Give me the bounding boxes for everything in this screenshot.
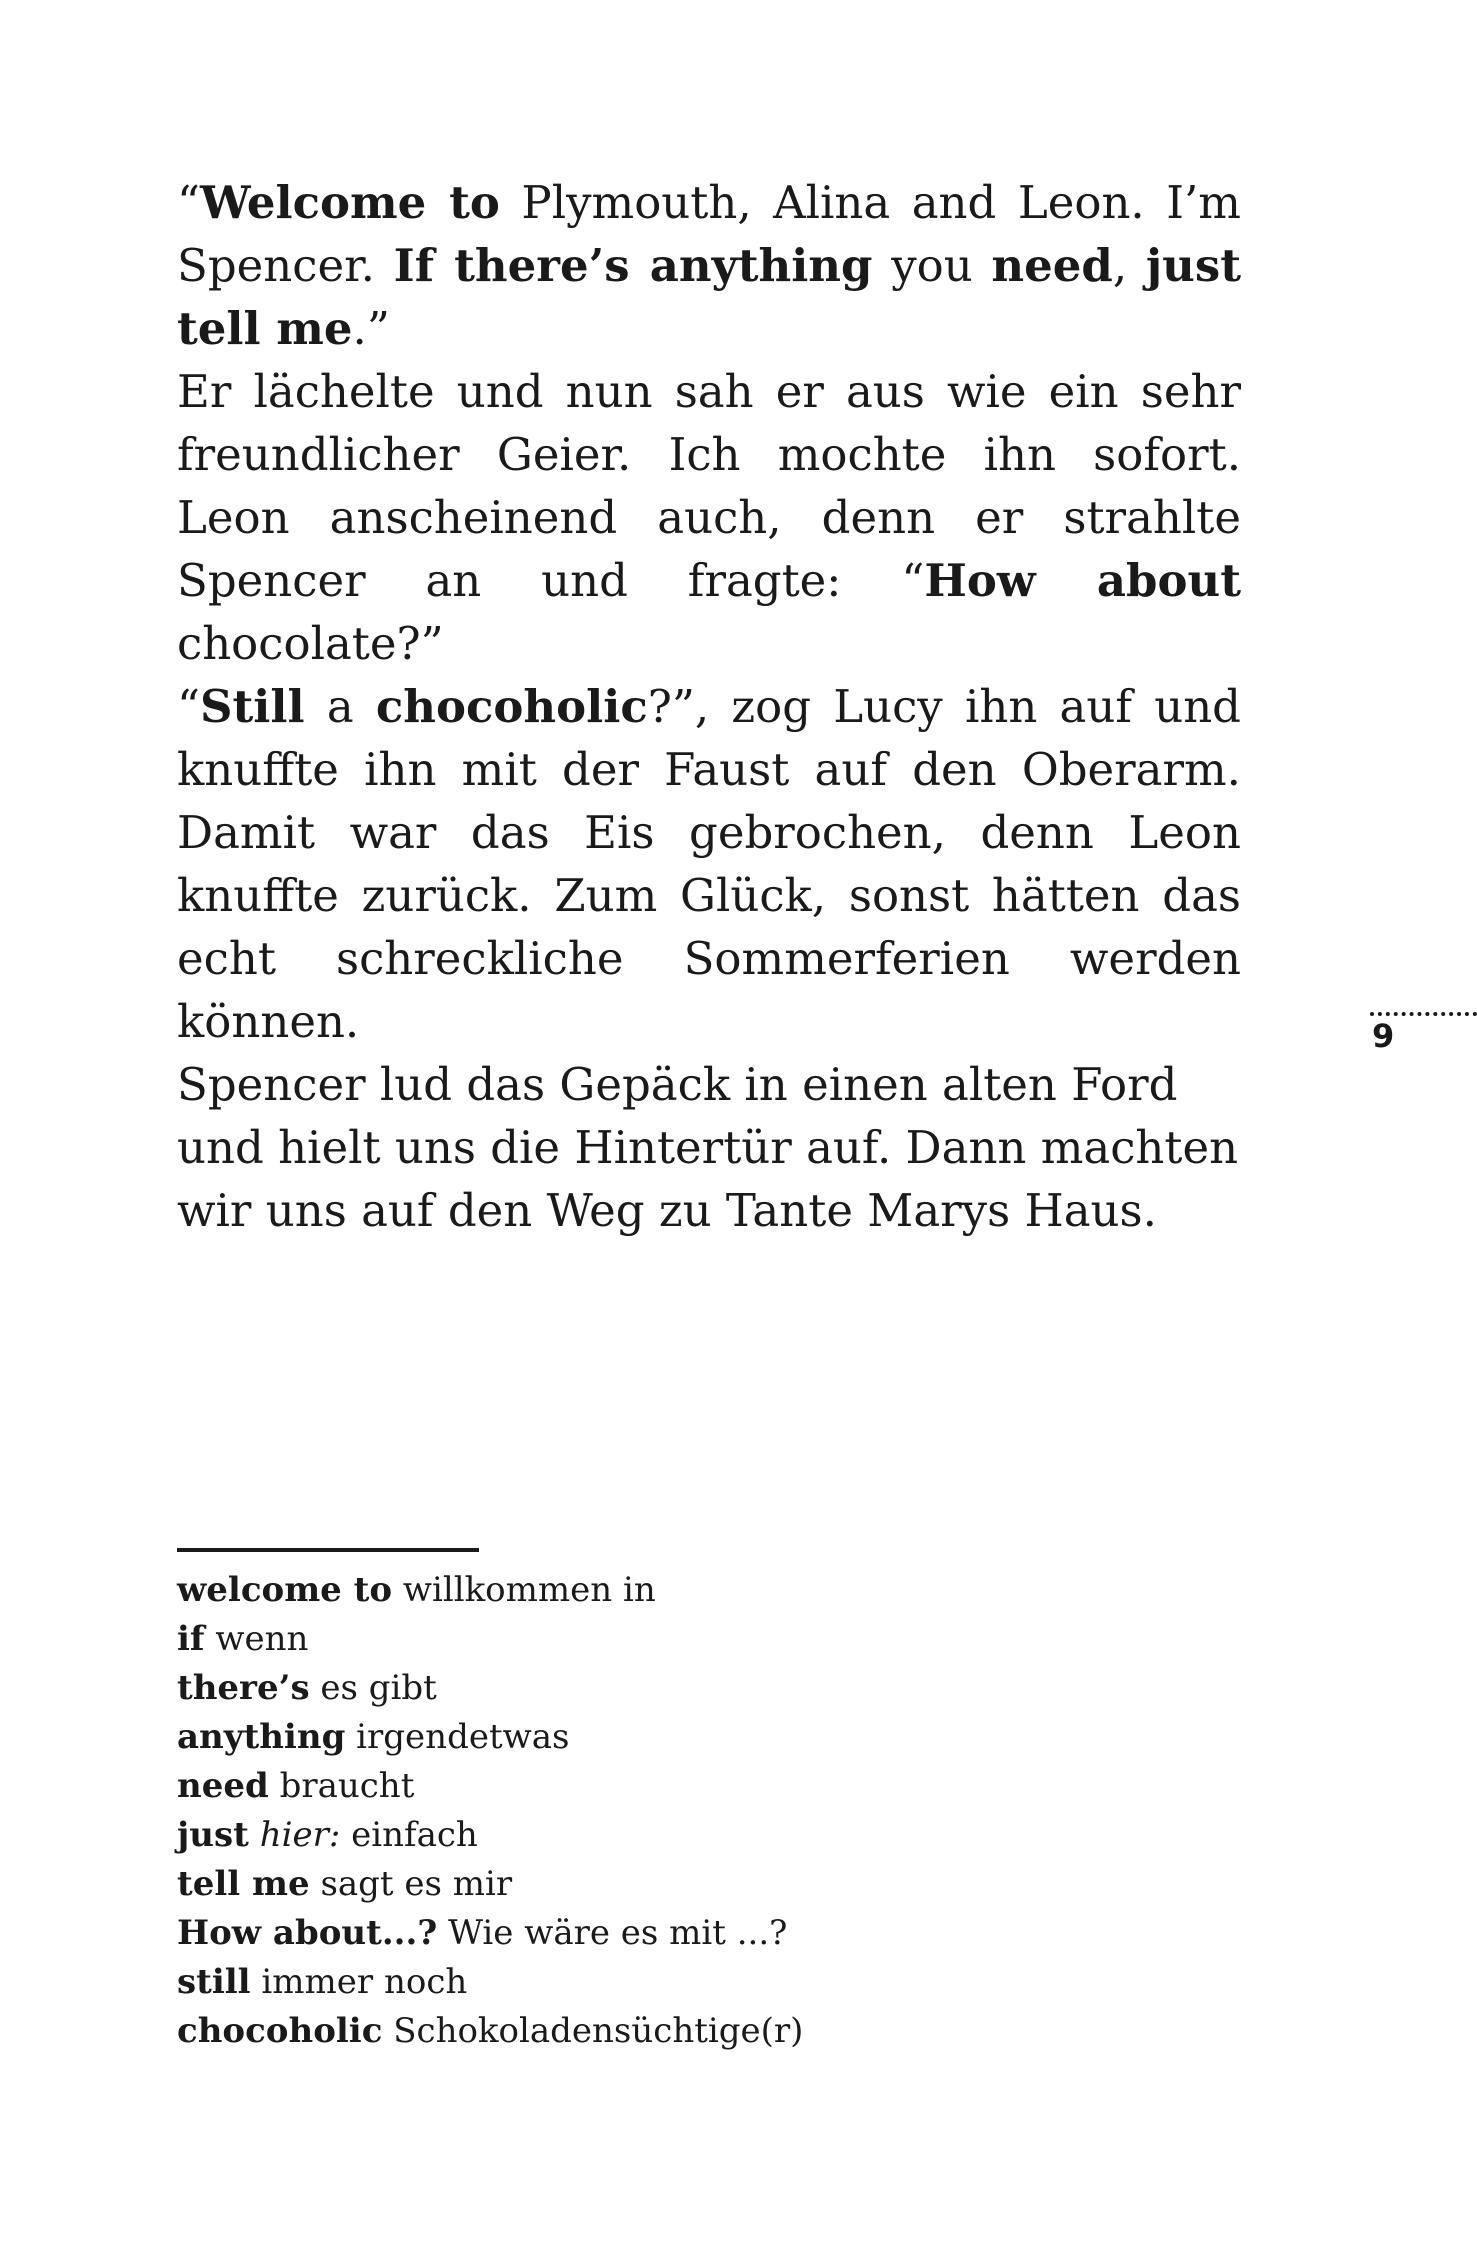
glossary-term: need bbox=[177, 1766, 269, 1806]
glossary-entry bbox=[177, 1762, 803, 1811]
paragraph-2 bbox=[177, 360, 1241, 675]
text: ?”, zog Lucy ihn auf und knuffte ihn mit der Faust auf den Oberarm. Damit war das Eis gebrochen, denn Leon knuffte zurück. Zum Glück, sonst hätten das echt schreckliche Sommerferien werden können. bbox=[177, 680, 1241, 1048]
vocab-highlight: Welcome to bbox=[200, 176, 500, 229]
glossary-translation: irgendetwas bbox=[356, 1717, 570, 1757]
text: chocolate?” bbox=[177, 617, 444, 670]
glossary-entry bbox=[177, 1713, 803, 1762]
glossary-entry bbox=[177, 1664, 803, 1713]
glossary-translation: Schokoladensüchtige(r) bbox=[393, 2011, 804, 2051]
paragraph-1 bbox=[177, 171, 1241, 360]
glossary-translation: Wie wäre es mit ...? bbox=[448, 1913, 788, 1953]
glossary-term: tell me bbox=[177, 1864, 310, 1904]
glossary-entry bbox=[177, 1909, 803, 1958]
glossary-term: anything bbox=[177, 1717, 346, 1757]
glossary-entry bbox=[177, 1958, 803, 2007]
vocab-highlight: Still bbox=[200, 680, 305, 733]
glossary-term: just bbox=[177, 1815, 249, 1855]
glossary-term: How about...? bbox=[177, 1913, 438, 1953]
page-number: 9 bbox=[1372, 1017, 1395, 1055]
glossary-term: welcome to bbox=[177, 1570, 393, 1610]
text: .” bbox=[352, 302, 390, 355]
paragraph-3 bbox=[177, 675, 1241, 1053]
story-text bbox=[177, 171, 1241, 1242]
glossary-translation: einfach bbox=[351, 1815, 478, 1855]
text: Er lächelte und nun sah er aus wie ein sehr freundlicher Geier. Ich mochte ihn sofort. Leon anscheinend auch, denn er strahlte Spencer an und fragte: “ bbox=[177, 365, 1241, 607]
vocab-highlight: need bbox=[991, 239, 1113, 292]
glossary-entry bbox=[177, 1566, 803, 1615]
glossary-term: still bbox=[177, 1962, 251, 2002]
text: “ bbox=[177, 176, 201, 229]
text: Plymouth, Alina and Leon. I’m Spencer. bbox=[177, 176, 1241, 292]
vocab-highlight: If there’s anything bbox=[393, 239, 873, 292]
glossary-translation: wenn bbox=[215, 1619, 309, 1659]
text: you bbox=[872, 239, 992, 292]
page-number-block bbox=[1370, 1006, 1477, 1056]
glossary-entry bbox=[177, 1860, 803, 1909]
glossary-translation: braucht bbox=[279, 1766, 415, 1806]
text: , bbox=[1112, 239, 1146, 292]
glossary-term: chocoholic bbox=[177, 2011, 383, 2051]
glossary-translation: willkommen in bbox=[402, 1570, 656, 1610]
vocab-highlight: How about bbox=[924, 554, 1242, 607]
vocabulary-glossary bbox=[177, 1566, 803, 2056]
paragraph-4 bbox=[177, 1053, 1241, 1242]
glossary-translation: es gibt bbox=[320, 1668, 437, 1708]
text: “ bbox=[177, 680, 201, 733]
glossary-note: hier: bbox=[259, 1815, 341, 1855]
text: Spencer lud das Gepäck in einen alten Ford und hielt uns die Hintertür auf. Dann machten wir uns auf den Weg zu Tante Marys Haus. bbox=[177, 1058, 1239, 1237]
glossary-entry bbox=[177, 2007, 803, 2056]
glossary-entry bbox=[177, 1615, 803, 1664]
glossary-translation: sagt es mir bbox=[320, 1864, 513, 1904]
vocab-highlight: chocoholic bbox=[375, 680, 648, 733]
glossary-translation: immer noch bbox=[261, 1962, 468, 2002]
text: a bbox=[304, 680, 376, 733]
glossary-term: if bbox=[177, 1619, 205, 1659]
footnote-divider bbox=[177, 1548, 479, 1552]
glossary-entry bbox=[177, 1811, 803, 1860]
vocab-highlight: just tell me bbox=[177, 239, 1242, 355]
glossary-term: there’s bbox=[177, 1668, 310, 1708]
